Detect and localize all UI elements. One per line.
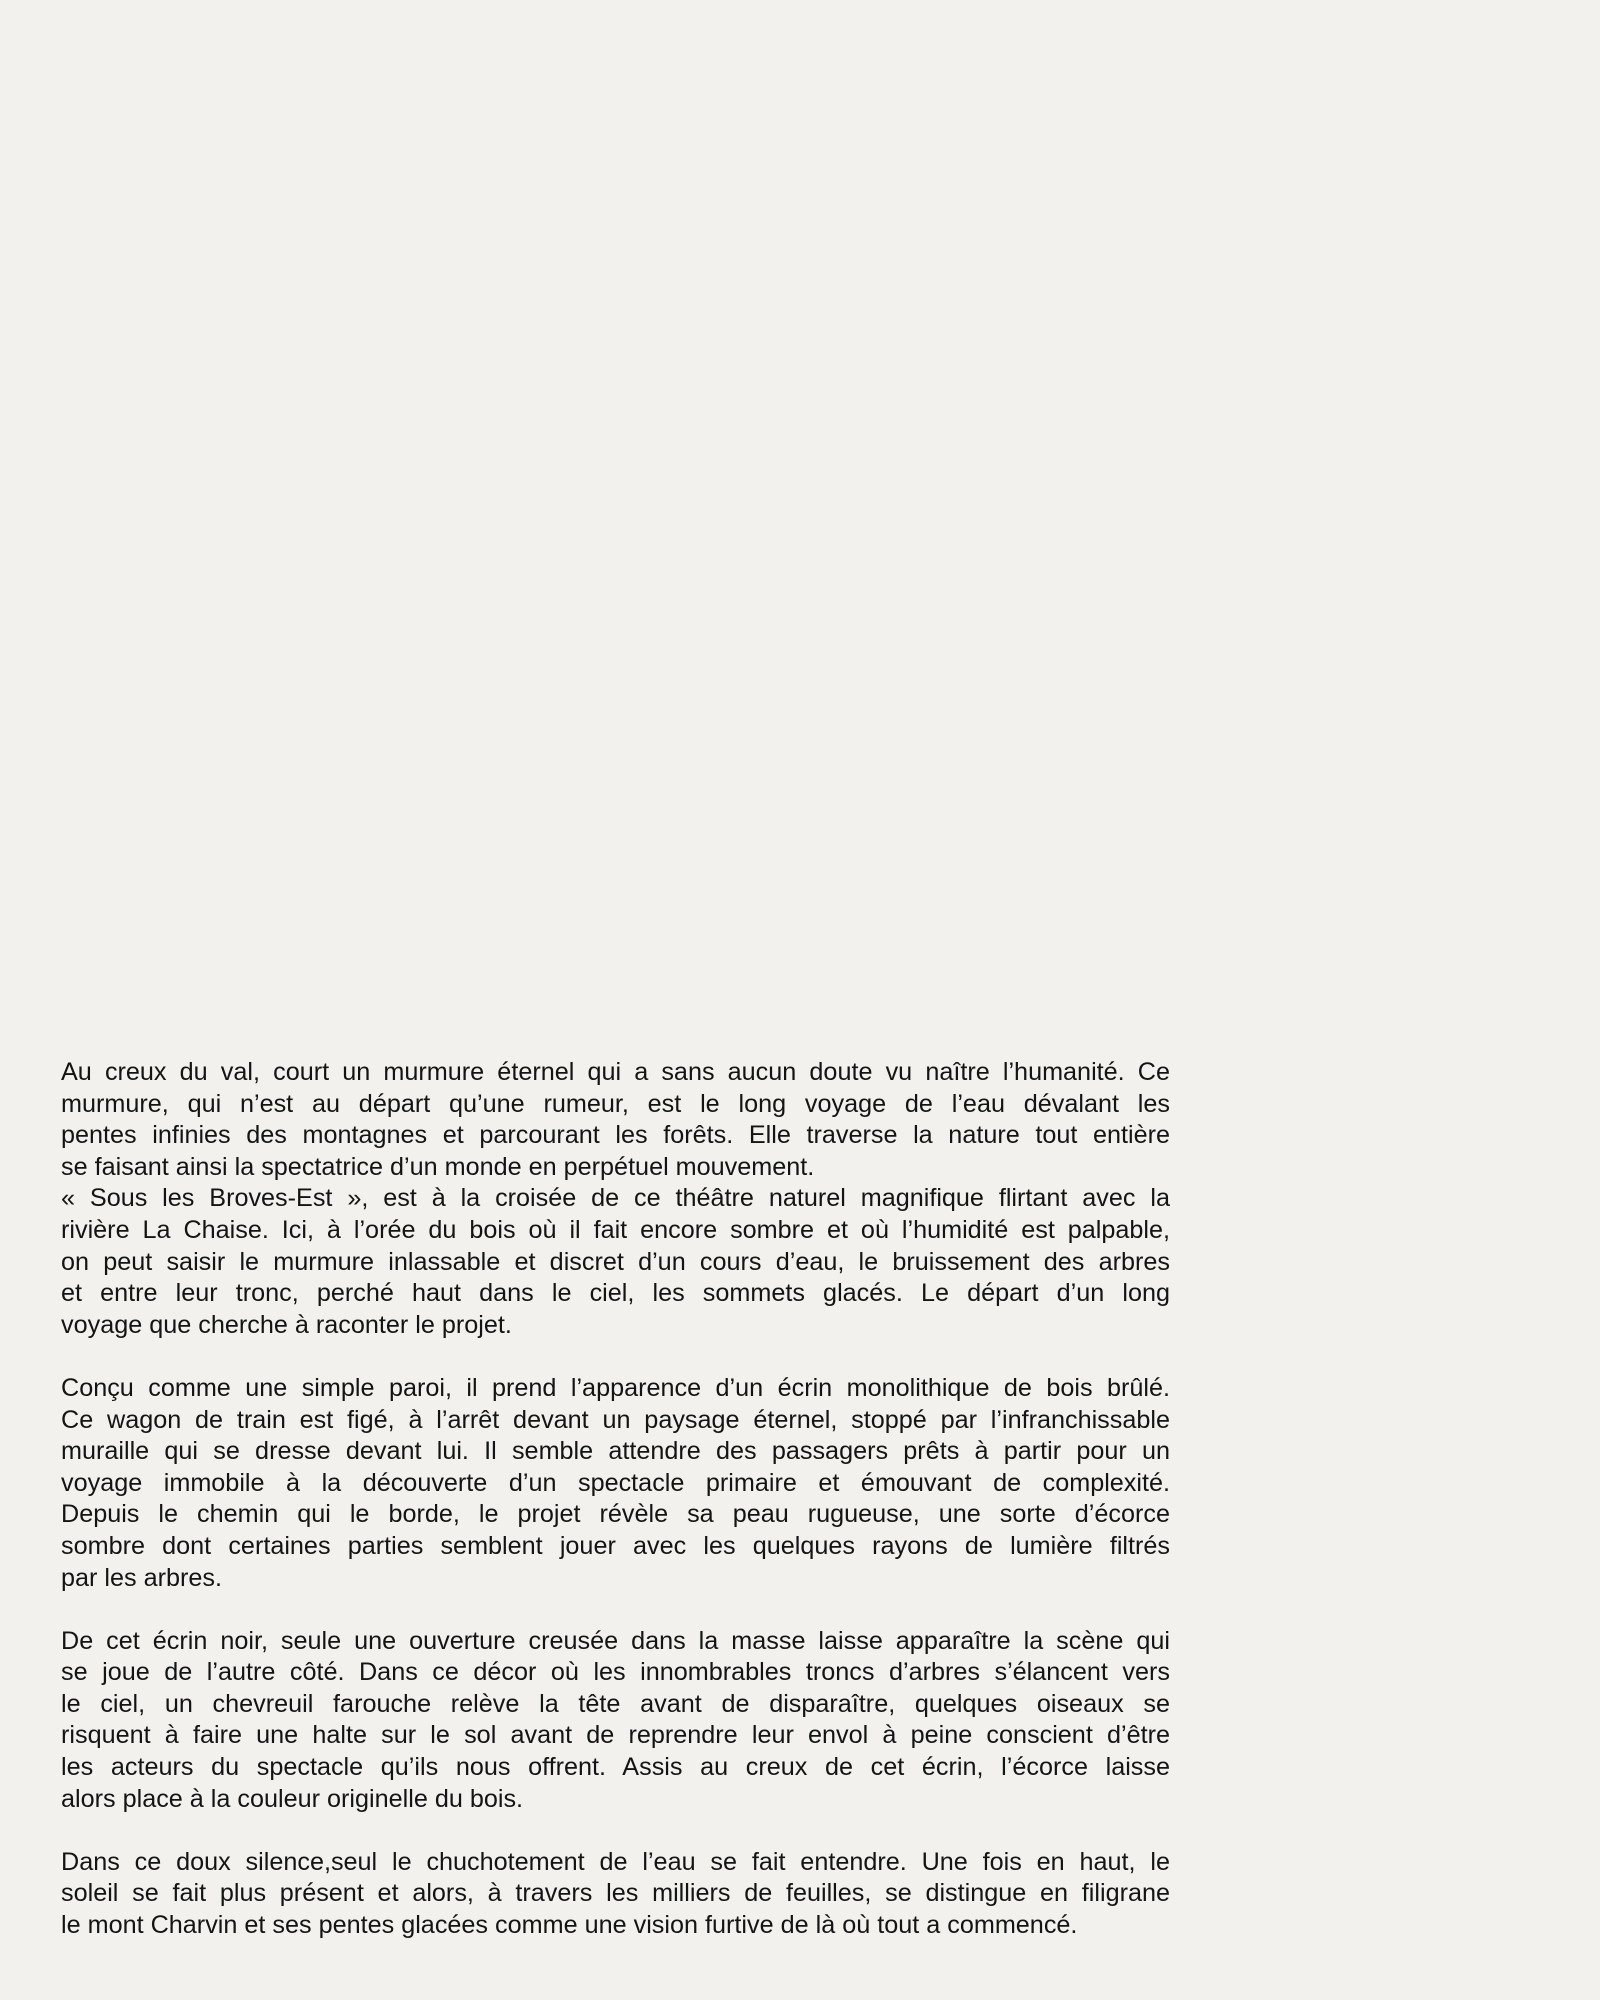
text-line: « Sous les Broves-Est », est à la croisée de ce théâtre naturel magnifique flirtant avec la bbox=[61, 1184, 1170, 1213]
text-line: le mont Charvin et ses pentes glacées comme une vision furtive de là où tout a commencé. bbox=[61, 1911, 1078, 1940]
text-line: Dans ce doux silence,seul le chuchotement de l’eau se fait entendre. Une fois en haut, le bbox=[61, 1847, 1170, 1876]
paragraph-4 bbox=[61, 1847, 1170, 1942]
text-line: Ce wagon de train est figé, à l’arrêt devant un paysage éternel, stoppé par l’infranchissable bbox=[61, 1405, 1170, 1434]
text-line: Depuis le chemin qui le borde, le projet révèle sa peau rugueuse, une sorte d’écorce bbox=[61, 1500, 1170, 1529]
paragraph-3 bbox=[61, 1626, 1170, 1816]
text-line: voyage que cherche à raconter le projet. bbox=[61, 1310, 512, 1339]
text-line: murmure, qui n’est au départ qu’une rumeur, est le long voyage de l’eau dévalant les bbox=[61, 1089, 1170, 1118]
text-line: De cet écrin noir, seule une ouverture creusée dans la masse laisse apparaître la scène qui bbox=[61, 1626, 1170, 1655]
text-line: et entre leur tronc, perché haut dans le ciel, les sommets glacés. Le départ d’un long bbox=[61, 1279, 1170, 1308]
text-line: les acteurs du spectacle qu’ils nous offrent. Assis au creux de cet écrin, l’écorce laisse bbox=[61, 1753, 1170, 1782]
text-line: par les arbres. bbox=[61, 1563, 222, 1592]
text-line: Au creux du val, court un murmure éternel qui a sans aucun doute vu naître l’humanité. Ce bbox=[61, 1058, 1170, 1086]
text-line: voyage immobile à la découverte d’un spectacle primaire et émouvant de complexité. bbox=[61, 1468, 1170, 1497]
text-line: soleil se fait plus présent et alors, à travers les milliers de feuilles, se distingue en filigrane bbox=[61, 1879, 1170, 1908]
text-line: le ciel, un chevreuil farouche relève la tête avant de disparaître, quelques oiseaux se bbox=[61, 1689, 1170, 1718]
text-line: muraille qui se dresse devant lui. Il semble attendre des passagers prêts à partir pour un bbox=[61, 1437, 1170, 1466]
paragraph-1 bbox=[61, 1057, 1170, 1341]
paragraph-2 bbox=[61, 1373, 1170, 1594]
text-line: on peut saisir le murmure inlassable et discret d’un cours d’eau, le bruissement des arbres bbox=[61, 1247, 1170, 1276]
text-line: Conçu comme une simple paroi, il prend l’apparence d’un écrin monolithique de bois brûlé. bbox=[61, 1373, 1170, 1402]
text-line: se faisant ainsi la spectatrice d’un monde en perpétuel mouvement. bbox=[61, 1152, 815, 1181]
text-line: risquent à faire une halte sur le sol avant de reprendre leur envol à peine conscient d’être bbox=[61, 1721, 1170, 1750]
text-line: pentes infinies des montagnes et parcourant les forêts. Elle traverse la nature tout entière bbox=[61, 1121, 1170, 1150]
body-text bbox=[61, 1057, 1170, 1942]
text-line: sombre dont certaines parties semblent jouer avec les quelques rayons de lumière filtrés bbox=[61, 1531, 1170, 1560]
text-line: se joue de l’autre côté. Dans ce décor où les innombrables troncs d’arbres s’élancent vers bbox=[61, 1658, 1170, 1687]
text-line: rivière La Chaise. Ici, à l’orée du bois où il fait encore sombre et où l’humidité est palpable, bbox=[61, 1215, 1170, 1244]
text-line: alors place à la couleur originelle du bois. bbox=[61, 1784, 524, 1813]
